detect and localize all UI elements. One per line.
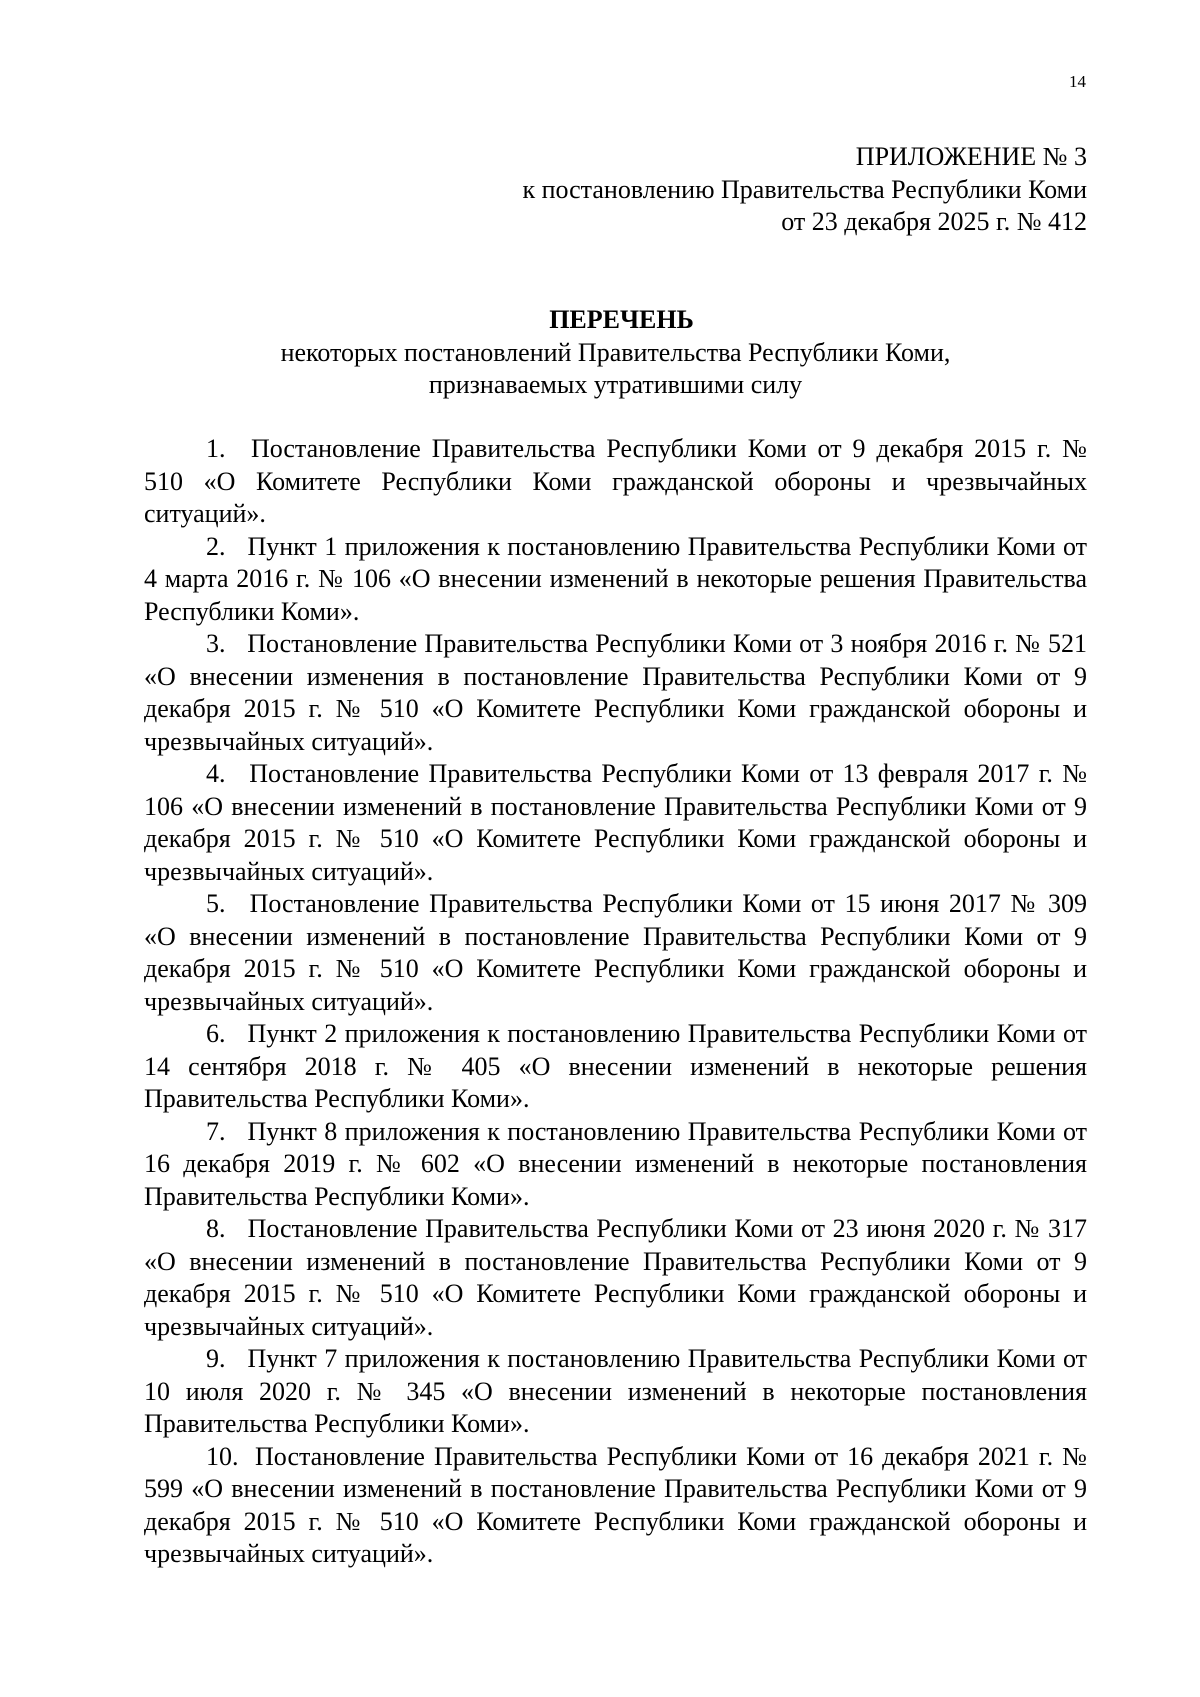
list-item: [144, 531, 1087, 629]
appendix-number: ПРИЛОЖЕНИЕ № 3: [855, 142, 1087, 171]
list-item: [144, 888, 1087, 1018]
item-number: 10.: [206, 1441, 239, 1471]
item-text: Постановление Правительства Республики Коми от 3 ноября 2016 г. № 521 «О внесении изменения в постановление Правительства Республики Коми от 9 декабря 2015 г. № 510 «О Комитете Республики Коми гражданской обороны и чрезвычайных ситуаций».: [144, 629, 1087, 756]
item-number: 5.: [206, 889, 226, 918]
appendix-header: [387, 141, 1087, 239]
list-item: [144, 1343, 1087, 1441]
document-subtitle-line-1: некоторых постановлений Правительства Республики Коми,: [280, 337, 951, 367]
revoked-acts-list: [144, 433, 1087, 1571]
item-number: 2.: [206, 531, 226, 561]
list-item: [144, 1116, 1087, 1214]
item-text: Постановление Правительства Республики Коми от 23 июня 2020 г. № 317 «О внесении изменений в постановление Правительства Республики Коми от 9 декабря 2015 г. № 510 «О Комитете Республики Коми гражданской обороны и чрезвычайных ситуаций».: [144, 1214, 1088, 1341]
list-item: [144, 1213, 1087, 1343]
item-number: 1.: [206, 434, 226, 463]
item-number: 3.: [206, 629, 226, 658]
item-text: Постановление Правительства Республики Коми от 16 декабря 2021 г. № 599 «О внесении изменений в постановление Правительства Республики Коми от 9 декабря 2015 г. № 510 «О Комитете Республики Коми гражданской обороны и чрезвычайных ситуаций».: [144, 1441, 1087, 1568]
list-item: [144, 433, 1087, 531]
list-item: [144, 1018, 1087, 1116]
item-number: 4.: [206, 759, 226, 788]
item-text: Пункт 7 приложения к постановлению Правительства Республики Коми от 10 июля 2020 г. № 345 «О внесении изменений в некоторые постановления Правительства Республики Коми».: [144, 1344, 1088, 1438]
item-number: 9.: [206, 1344, 226, 1373]
document-title: ПЕРЕЧЕНЬ: [549, 305, 694, 334]
item-number: 7.: [206, 1116, 226, 1146]
item-number: 8.: [206, 1214, 226, 1243]
item-text: Постановление Правительства Республики Коми от 15 июня 2017 № 309 «О внесении изменений в постановление Правительства Республики Коми от 9 декабря 2015 г. № 510 «О Комитете Республики Коми гражданской обороны и чрезвычайных ситуаций».: [144, 889, 1088, 1016]
list-item: [144, 1441, 1087, 1571]
appendix-date: от 23 декабря 2025 г. № 412: [781, 207, 1087, 236]
page-number: 14: [1069, 72, 1086, 91]
item-text: Пункт 8 приложения к постановлению Правительства Республики Коми от 16 декабря 2019 г. № 602 «О внесении изменений в некоторые постановления Правительства Республики Коми».: [144, 1116, 1088, 1211]
document-heading: [144, 304, 1087, 402]
list-item: [144, 628, 1087, 758]
list-item: [144, 758, 1087, 888]
item-number: 6.: [206, 1019, 226, 1048]
document-subtitle-line-2: признаваемых утратившими силу: [428, 370, 803, 399]
item-text: Постановление Правительства Республики Коми от 9 декабря 2015 г. № 510 «О Комитете Республики Коми гражданской обороны и чрезвычайных ситуаций».: [144, 434, 1087, 528]
item-text: Постановление Правительства Республики Коми от 13 февраля 2017 г. № 106 «О внесении изменений в постановление Правительства Республики Коми от 9 декабря 2015 г. № 510 «О Комитете Республики Коми гражданской обороны и чрезвычайных ситуаций».: [144, 759, 1088, 886]
item-text: Пункт 2 приложения к постановлению Правительства Республики Коми от 14 сентября 2018 г. № 405 «О внесении изменений в некоторые решения Правительства Республики Коми».: [144, 1019, 1088, 1113]
item-text: Пункт 1 приложения к постановлению Правительства Республики Коми от 4 марта 2016 г. № 106 «О внесении изменений в некоторые решения Правительства Республики Коми».: [144, 531, 1088, 626]
appendix-reference: к постановлению Правительства Республики Коми: [522, 174, 1087, 204]
